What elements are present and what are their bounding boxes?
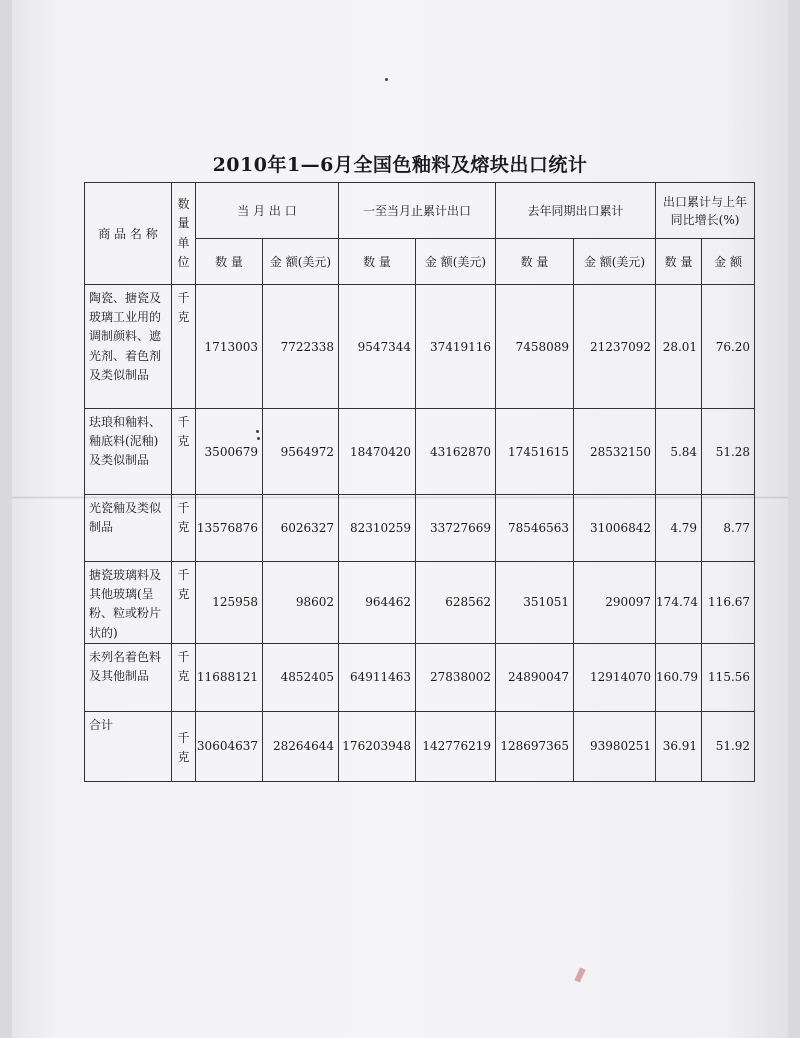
header-prev-qty: 数 量 bbox=[496, 239, 574, 285]
table-row bbox=[85, 409, 755, 495]
header-cur-amt: 金 额(美元) bbox=[263, 239, 339, 285]
growth-qty: 174.74 bbox=[656, 562, 702, 644]
ytd-qty: 18470420 bbox=[339, 409, 416, 495]
header-unit: 数量单位 bbox=[172, 183, 196, 285]
prev-amt: 93980251 bbox=[574, 711, 656, 781]
growth-qty: 4.79 bbox=[656, 495, 702, 562]
header-product: 商 品 名 称 bbox=[85, 183, 172, 285]
cur-amt: 7722338 bbox=[263, 285, 339, 409]
product-name: 未列名着色料及其他制品 bbox=[85, 643, 172, 711]
growth-qty: 28.01 bbox=[656, 285, 702, 409]
total-label: 合计 bbox=[85, 711, 172, 781]
unit-cell: 千克 bbox=[172, 562, 196, 644]
table-row bbox=[85, 285, 755, 409]
ytd-amt: 142776219 bbox=[416, 711, 496, 781]
growth-amt: 51.28 bbox=[702, 409, 755, 495]
header-ytd: 一至当月止累计出口 bbox=[339, 183, 496, 239]
unit-cell: 千克 bbox=[172, 495, 196, 562]
growth-qty: 36.91 bbox=[656, 711, 702, 781]
unit-cell: 千克 bbox=[172, 711, 196, 781]
cur-qty: 13576876 bbox=[196, 495, 263, 562]
ytd-amt: 27838002 bbox=[416, 643, 496, 711]
page-title: 2010年1—6月全国色釉料及熔块出口统计 bbox=[212, 154, 588, 176]
unit-cell: 千克 bbox=[172, 409, 196, 495]
header-ytd-qty: 数 量 bbox=[339, 239, 416, 285]
ytd-amt: 33727669 bbox=[416, 495, 496, 562]
header-growth-qty: 数 量 bbox=[656, 239, 702, 285]
ytd-amt: 43162870 bbox=[416, 409, 496, 495]
table-row bbox=[85, 495, 755, 562]
growth-amt: 76.20 bbox=[702, 285, 755, 409]
growth-qty: 160.79 bbox=[656, 643, 702, 711]
header-prev-year: 去年同期出口累计 bbox=[496, 183, 656, 239]
cur-qty: 30604637 bbox=[196, 711, 263, 781]
prev-amt: 290097 bbox=[574, 562, 656, 644]
prev-qty: 78546563 bbox=[496, 495, 574, 562]
header-ytd-amt: 金 额(美元) bbox=[416, 239, 496, 285]
product-name: 光瓷釉及类似制品 bbox=[85, 495, 172, 562]
cur-amt: 9564972 bbox=[263, 409, 339, 495]
table-row-total bbox=[85, 711, 755, 781]
prev-amt: 12914070 bbox=[574, 643, 656, 711]
prev-qty: 351051 bbox=[496, 562, 574, 644]
header-growth-amt: 金 额 bbox=[702, 239, 755, 285]
cur-amt: 28264644 bbox=[263, 711, 339, 781]
header-prev-amt: 金 额(美元) bbox=[574, 239, 656, 285]
product-name: 搪瓷玻璃料及其他玻璃(呈粉、粒或粉片状的) bbox=[85, 562, 172, 644]
prev-qty: 7458089 bbox=[496, 285, 574, 409]
ytd-qty: 9547344 bbox=[339, 285, 416, 409]
cur-amt: 4852405 bbox=[263, 643, 339, 711]
cur-amt: 6026327 bbox=[263, 495, 339, 562]
ytd-qty: 82310259 bbox=[339, 495, 416, 562]
prev-qty: 24890047 bbox=[496, 643, 574, 711]
stain bbox=[574, 967, 585, 982]
growth-amt: 116.67 bbox=[702, 562, 755, 644]
growth-amt: 115.56 bbox=[702, 643, 755, 711]
ytd-qty: 964462 bbox=[339, 562, 416, 644]
prev-amt: 21237092 bbox=[574, 285, 656, 409]
growth-amt: 8.77 bbox=[702, 495, 755, 562]
header-current-month: 当 月 出 口 bbox=[196, 183, 339, 239]
growth-amt: 51.92 bbox=[702, 711, 755, 781]
ytd-qty: 64911463 bbox=[339, 643, 416, 711]
header-growth: 出口累计与上年同比增长(%) bbox=[656, 183, 755, 239]
cur-qty: 3500679 bbox=[196, 409, 263, 495]
speck bbox=[385, 78, 388, 81]
prev-qty: 17451615 bbox=[496, 409, 574, 495]
prev-amt: 31006842 bbox=[574, 495, 656, 562]
unit-cell: 千克 bbox=[172, 285, 196, 409]
export-stats-table bbox=[84, 182, 755, 782]
prev-amt: 28532150 bbox=[574, 409, 656, 495]
ytd-amt: 37419116 bbox=[416, 285, 496, 409]
cur-qty: 125958 bbox=[196, 562, 263, 644]
cur-qty: 1713003 bbox=[196, 285, 263, 409]
product-name: 珐琅和釉料、釉底料(泥釉)及类似制品 bbox=[85, 409, 172, 495]
ytd-amt: 628562 bbox=[416, 562, 496, 644]
unit-cell: 千克 bbox=[172, 643, 196, 711]
header-cur-qty: 数 量 bbox=[196, 239, 263, 285]
product-name: 陶瓷、搪瓷及玻璃工业用的调制颜料、遮光剂、着色剂及类似制品 bbox=[85, 285, 172, 409]
cur-qty: 11688121 bbox=[196, 643, 263, 711]
ytd-qty: 176203948 bbox=[339, 711, 416, 781]
table-row bbox=[85, 562, 755, 644]
prev-qty: 128697365 bbox=[496, 711, 574, 781]
table-row bbox=[85, 643, 755, 711]
cur-amt: 98602 bbox=[263, 562, 339, 644]
growth-qty: 5.84 bbox=[656, 409, 702, 495]
